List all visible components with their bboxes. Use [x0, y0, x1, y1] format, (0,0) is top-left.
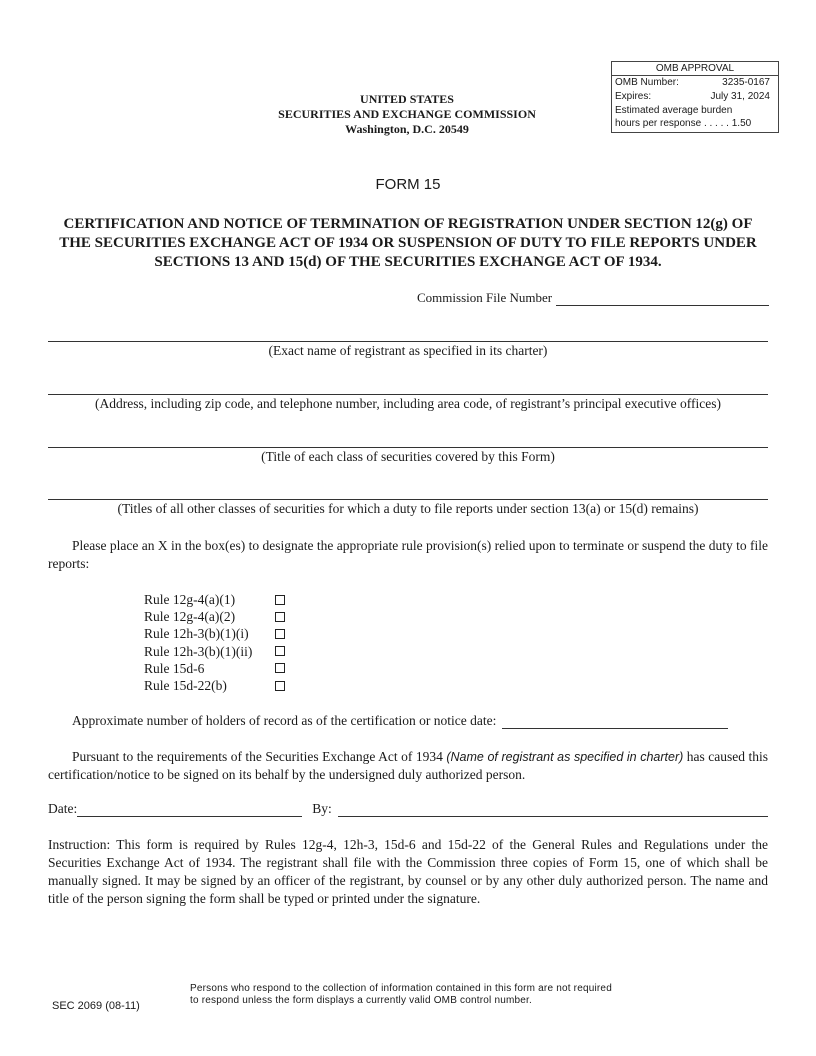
rule-row: [144, 643, 285, 660]
other-securities-caption: (Titles of all other classes of securities for which a duty to file reports under section 13(a) or 15(d) remains): [117, 501, 699, 516]
holders-of-record: [72, 713, 768, 729]
rule-label: Rule 15d-6: [144, 660, 205, 676]
agency-country: UNITED STATES: [360, 92, 454, 106]
agency-name: SECURITIES AND EXCHANGE COMMISSION: [278, 107, 536, 121]
omb-expires-row: [612, 90, 778, 104]
signature-input[interactable]: [338, 802, 768, 817]
omb-burden-line-1: Estimated average burden: [615, 105, 733, 116]
registrant-address-line[interactable]: [48, 394, 768, 395]
rule-checklist: [144, 591, 285, 694]
holders-of-record-input[interactable]: [502, 714, 728, 729]
pursuant-text-end: has caused this certification/notice to be signed on its behalf by the undersigned duly authorized person.: [48, 749, 769, 782]
omb-approval-title: OMB APPROVAL: [612, 62, 778, 76]
by-label: By:: [312, 801, 332, 816]
securities-class-line[interactable]: [48, 447, 768, 448]
securities-class-caption: (Title of each class of securities covered by this Form): [261, 449, 555, 464]
rule-12g-4-a-2-checkbox[interactable]: [275, 612, 285, 622]
rule-label: Rule 15d-22(b): [144, 677, 227, 693]
registrant-name-caption: (Exact name of registrant as specified in its charter): [268, 343, 548, 358]
registrant-name-placeholder: (Name of registrant as specified in charter): [446, 750, 684, 764]
pursuant-statement: [48, 748, 768, 784]
commission-file-number-input[interactable]: [556, 292, 769, 306]
registrant-name-line[interactable]: [48, 341, 768, 342]
form-instruction: Instruction: This form is required by Rules 12g-4, 12h-3, 15d-6 and 15d-22 of the General Rules and Regulations under the Securities Exchange Act of 1934. The registrant shall file with the Commission three copies of Form 15, one of which shall be manually signed. It may be signed by an officer of the registrant, by counsel or by any other duly authorized person. The name and title of the person signing the form shall be typed or printed under the signature.: [48, 837, 768, 906]
omb-expires-label: Expires:: [615, 91, 652, 102]
rule-row: [144, 625, 285, 642]
rule-12h-3-b-1-ii-checkbox[interactable]: [275, 646, 285, 656]
omb-expires-value: July 31, 2024: [710, 91, 770, 102]
omb-notice: Persons who respond to the collection of information contained in this form are not required to respond unless the form displays a currently valid OMB control number.: [190, 983, 612, 1006]
registrant-address-caption: (Address, including zip code, and telephone number, including area code, of registrant’s principal executive offices): [95, 396, 721, 411]
other-securities-line[interactable]: [48, 499, 768, 500]
pursuant-text-start: Pursuant to the requirements of the Securities Exchange Act of 1934: [72, 749, 447, 764]
form-number: FORM 15: [375, 176, 441, 193]
rule-label: Rule 12g-4(a)(2): [144, 609, 236, 625]
commission-file-number: [417, 290, 769, 306]
form-code: SEC 2069 (08-11): [52, 1000, 140, 1012]
omb-approval-box: [611, 61, 779, 133]
rule-label: Rule 12h-3(b)(1)(ii): [144, 643, 253, 659]
rule-15d-6-checkbox[interactable]: [275, 663, 285, 673]
rule-15d-22-b-checkbox[interactable]: [275, 681, 285, 691]
rule-row: [144, 660, 285, 677]
rule-row: [144, 608, 285, 625]
omb-number-label: OMB Number:: [615, 77, 679, 88]
rule-row: [144, 677, 285, 694]
rule-label: Rule 12h-3(b)(1)(i): [144, 626, 249, 642]
holders-of-record-label: Approximate number of holders of record as of the certification or notice date:: [72, 713, 497, 728]
rule-12h-3-b-1-i-checkbox[interactable]: [275, 629, 285, 639]
form-title: CERTIFICATION AND NOTICE OF TERMINATION OF REGISTRATION UNDER SECTION 12(g) OF THE SECURITIES EXCHANGE ACT OF 1934 OR SUSPENSION OF DUTY TO FILE REPORTS UNDER SECTIONS 13 AND 15(d) OF THE SECURITIES EXCHANGE ACT OF 1934.: [59, 216, 757, 270]
rule-12g-4-a-1-checkbox[interactable]: [275, 595, 285, 605]
rule-label: Rule 12g-4(a)(1): [144, 592, 236, 607]
date-label: Date:: [48, 801, 78, 816]
commission-file-number-label: Commission File Number: [417, 290, 553, 305]
agency-address: Washington, D.C. 20549: [345, 122, 469, 136]
omb-number-value: 3235-0167: [722, 77, 770, 88]
omb-number-row: [612, 76, 778, 90]
rule-instructions: Please place an X in the box(es) to designate the appropriate rule provision(s) relied upon to terminate or suspend the duty to file reports:: [48, 538, 768, 571]
rule-row: [144, 591, 285, 608]
agency-header: [250, 92, 564, 137]
signature-block: [48, 801, 768, 817]
date-input[interactable]: [77, 802, 302, 817]
omb-burden-line-2: hours per response . . . . . 1.50: [615, 118, 752, 129]
